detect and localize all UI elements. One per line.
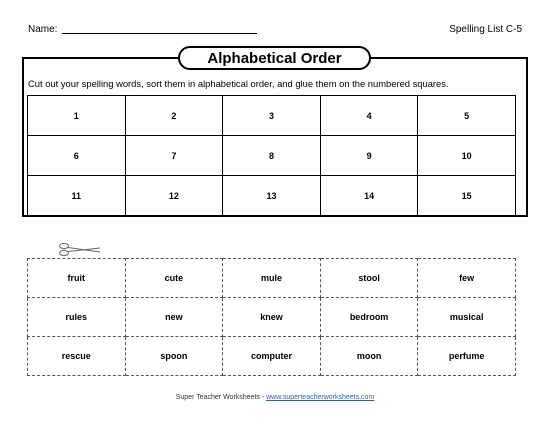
word-card[interactable]: stool <box>320 259 418 298</box>
numbered-square: 15 <box>418 176 516 216</box>
numbered-square: 10 <box>418 136 516 176</box>
scissors-icon <box>58 240 104 260</box>
word-card[interactable]: bedroom <box>320 298 418 337</box>
grid-row <box>28 96 516 136</box>
name-line[interactable] <box>62 33 257 34</box>
numbered-squares-grid <box>27 95 516 216</box>
numbered-square: 6 <box>28 136 126 176</box>
words-row <box>28 337 516 376</box>
spelling-list-id: Spelling List C-5 <box>449 24 522 35</box>
numbered-square: 5 <box>418 96 516 136</box>
numbered-square: 9 <box>320 136 418 176</box>
word-card[interactable]: computer <box>223 337 321 376</box>
word-card[interactable]: perfume <box>418 337 516 376</box>
name-label: Name: <box>28 24 58 35</box>
numbered-square: 7 <box>125 136 223 176</box>
word-card[interactable]: moon <box>320 337 418 376</box>
word-card[interactable]: new <box>125 298 223 337</box>
numbered-square: 12 <box>125 176 223 216</box>
page-title: Alphabetical Order <box>178 46 371 70</box>
words-row <box>28 298 516 337</box>
numbered-square: 14 <box>320 176 418 216</box>
word-card[interactable]: mule <box>223 259 321 298</box>
word-card[interactable]: rules <box>28 298 126 337</box>
word-card[interactable]: spoon <box>125 337 223 376</box>
numbered-square: 2 <box>125 96 223 136</box>
instructions: Cut out your spelling words, sort them in alphabetical order, and glue them on the numbered squares. <box>28 78 449 89</box>
word-card[interactable]: few <box>418 259 516 298</box>
words-row <box>28 259 516 298</box>
numbered-square: 8 <box>223 136 321 176</box>
word-card[interactable]: musical <box>418 298 516 337</box>
numbered-square: 3 <box>223 96 321 136</box>
grid-row <box>28 176 516 216</box>
word-card[interactable]: knew <box>223 298 321 337</box>
cut-out-words-grid <box>27 258 516 376</box>
word-card[interactable]: cute <box>125 259 223 298</box>
footer-link[interactable]: www.superteacherworksheets.com <box>266 394 375 401</box>
footer-text: Super Teacher Worksheets - <box>175 394 267 401</box>
grid-row <box>28 136 516 176</box>
numbered-square: 1 <box>28 96 126 136</box>
footer <box>0 394 550 401</box>
word-card[interactable]: rescue <box>28 337 126 376</box>
numbered-square: 13 <box>223 176 321 216</box>
word-card[interactable]: fruit <box>28 259 126 298</box>
numbered-square: 4 <box>320 96 418 136</box>
numbered-square: 11 <box>28 176 126 216</box>
